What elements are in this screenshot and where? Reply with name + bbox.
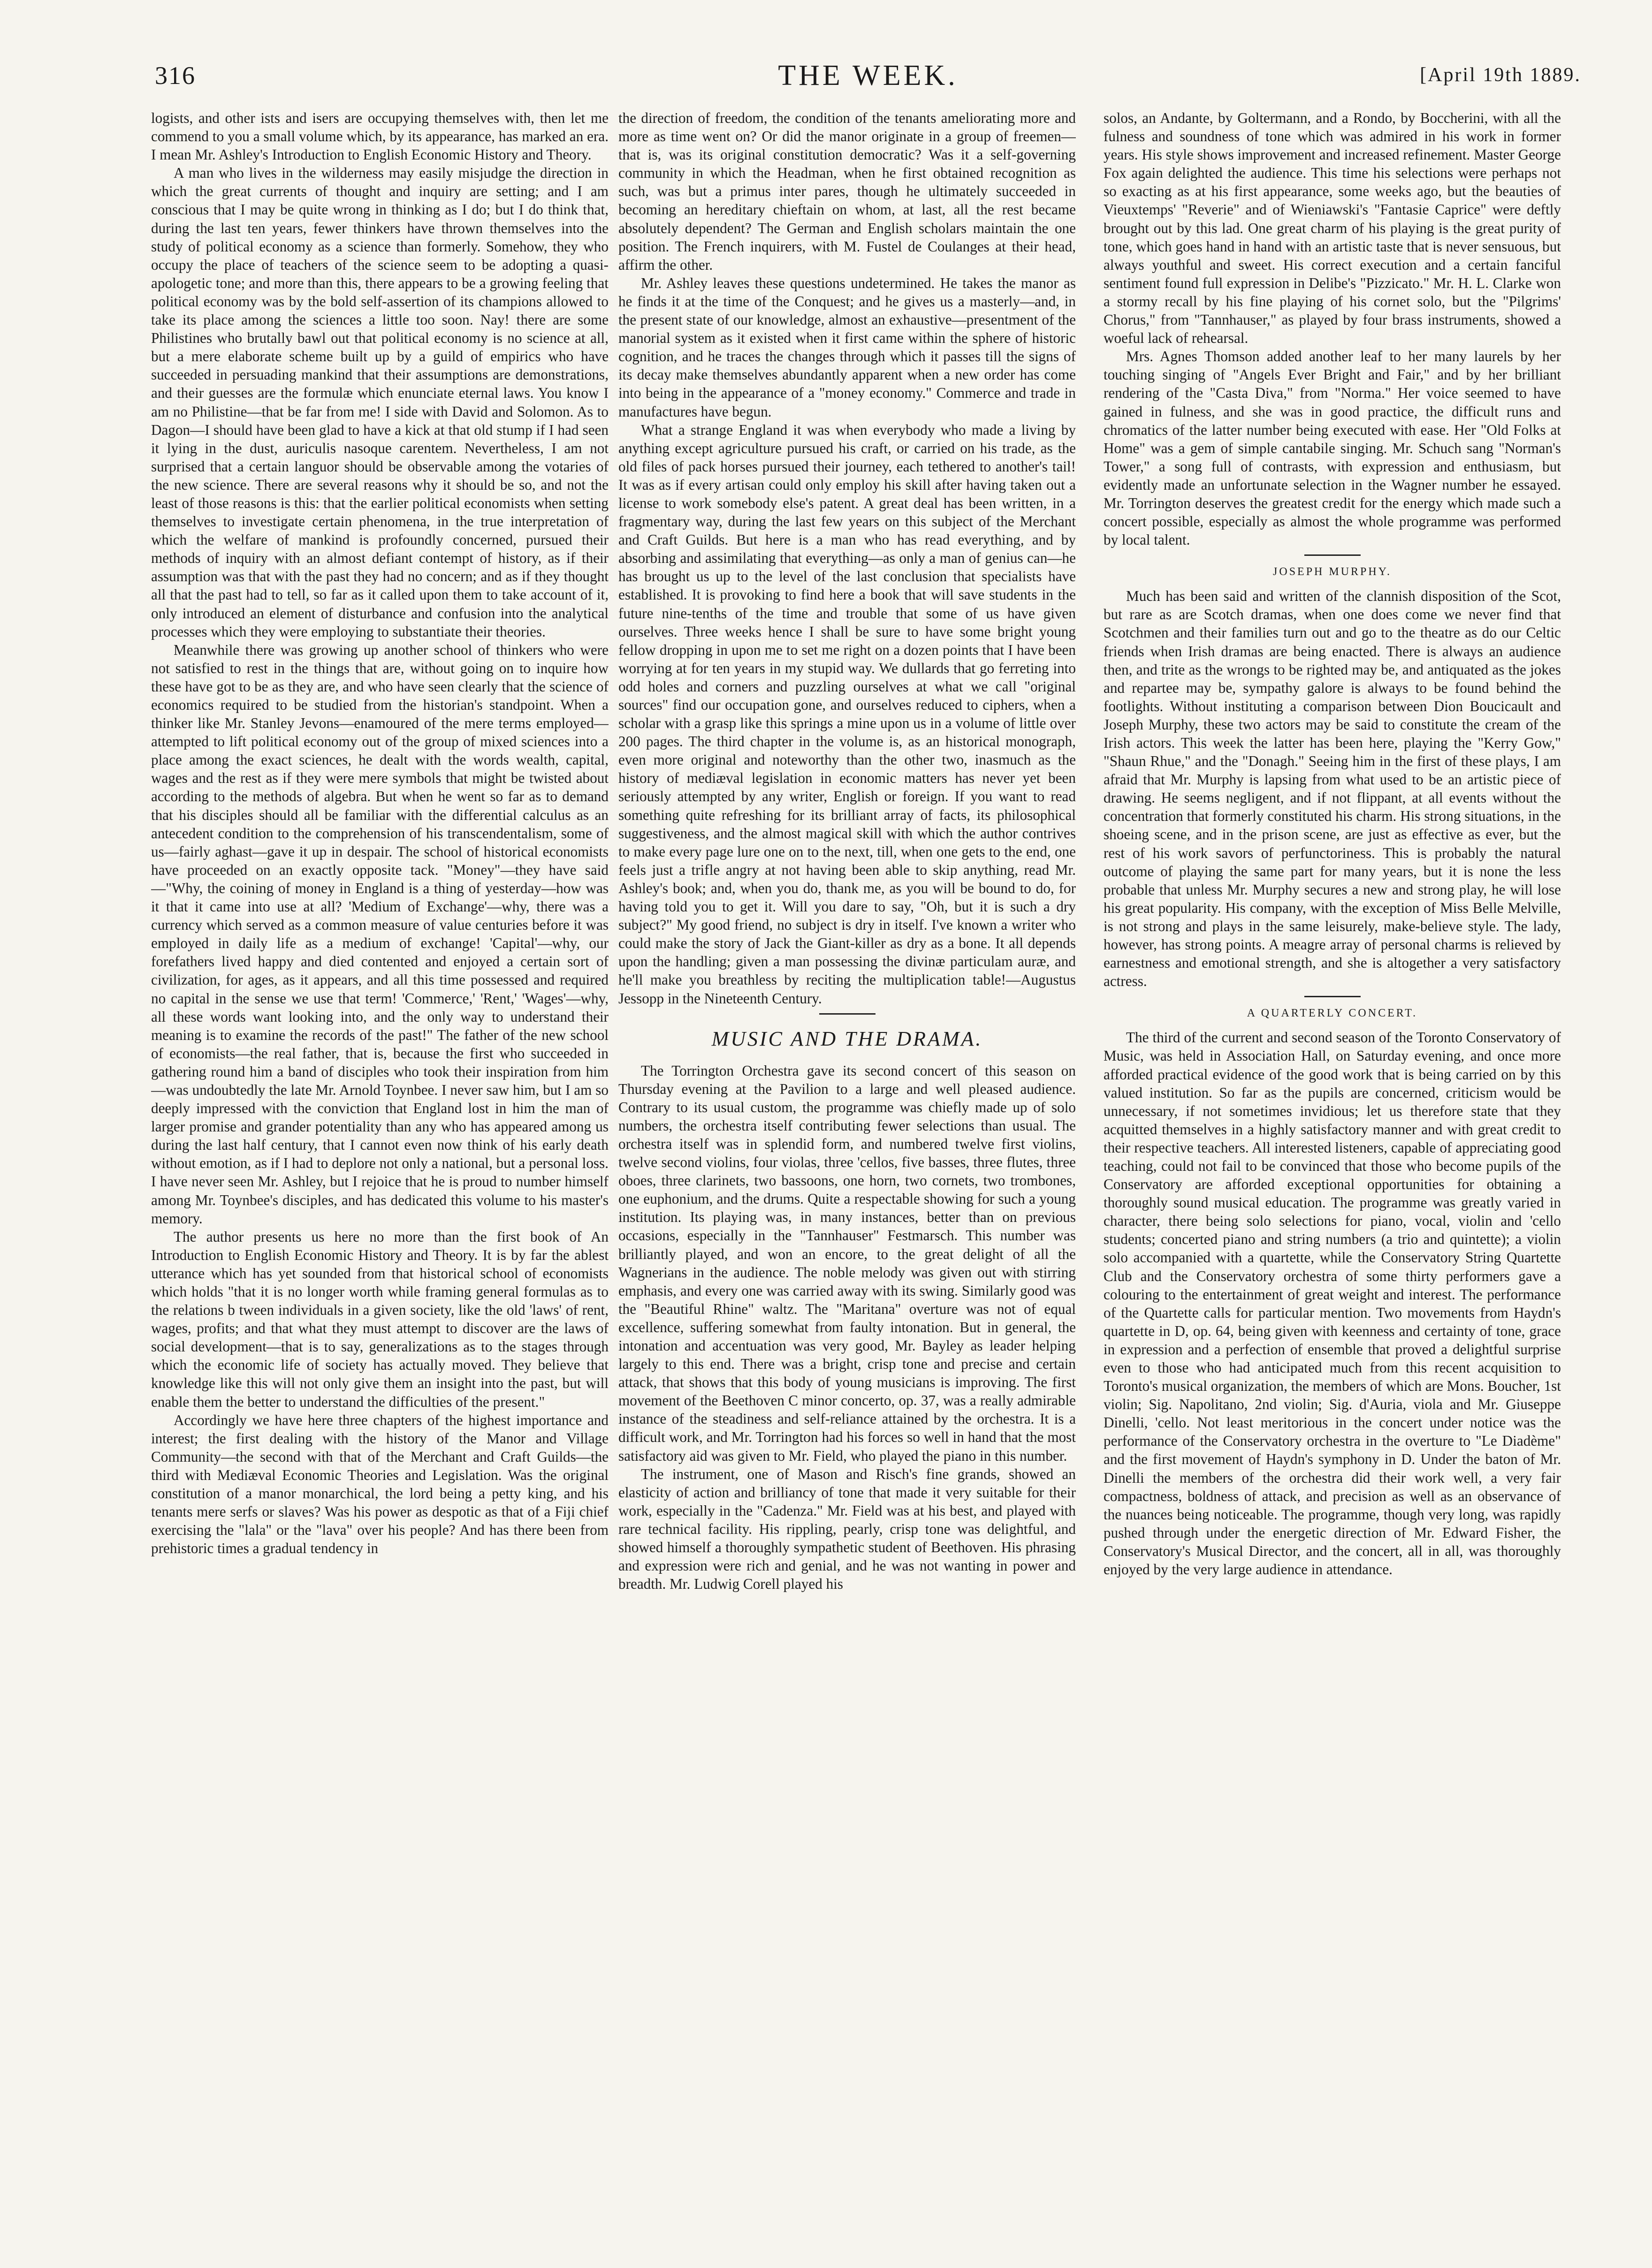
subheading-joseph-murphy: JOSEPH MURPHY.: [1273, 566, 1392, 578]
paragraph: Mr. Ashley leaves these questions undetermined. He takes the manor as he finds it at the time of the Conquest; and he gives us a masterly—and, in the present state of our knowledge, almost an exhaustive—presentment of the manorial system as it existed when it first came within the sphere of historic cognition, and he traces the changes through which it passes till the signs of its decay make themselves abundantly apparent when a new order has come into being in the appearance of a "money economy." Commerce and trade in manufactures have begun.: [618, 274, 1076, 420]
section-divider: [819, 1013, 875, 1015]
column-2: [618, 109, 1076, 2182]
page-header: [155, 61, 1581, 103]
paragraph: Accordingly we have here three chapters of the highest importance and interest; the first dealing with the history of the Manor and Village Community—the second with that of the Merchant and Craft Guilds—the third with Mediæval Economic Theories and Legislation. Was the original constitution of a manor monarchical, the lord being a petty king, and his tenants mere serfs or slaves? Was his power as despotic as that of a Fiji chief exercising the "lala" or the "lava" over his people? And has there been from prehistoric times a gradual tendency in: [151, 1411, 609, 1557]
paragraph: The third of the current and second season of the Toronto Conservatory of Music, was held in Association Hall, on Saturday evening, and once more afforded practical evidence of the good work that is being carried on by this valued institution. So far as the pupils are concerned, criticism would be unnecessary, if not sometimes invidious; let us therefore state that they acquitted themselves in a highly satisfactory manner and with great credit to their respective teachers. All interested listeners, capable of appreciating good teaching, could not fail to be convinced that those who become pupils of the Conservatory are afforded exceptional opportunities for obtaining a thoroughly sound musical education. The programme was greatly varied in character, there being solo selections for piano, vocal, violin and 'cello students; concerted piano and string numbers (a trio and quintette); a violin solo accompanied with a quartette, while the Conservatory String Quartette Club and the Conservatory orchestra of some thirty performers gave a colouring to the entertainment of great weight and interest. The performance of the Quartette calls for particular mention. Two movements from Haydn's quartette in D, op. 64, being given with keenness and certainty of tone, grace in expression and a perfection of ensemble that proved a delightful surprise even to those who had anticipated much from this recent acquisition to Toronto's musical organization, the members of which are Mons. Boucher, 1st violin; Sig. Napolitano, 2nd violin; Sig. d'Auria, viola and Mr. Giuseppe Dinelli, 'cello. Not least meritorious in the concert under notice was the performance of the Conservatory orchestra in the overture to "Le Diadème" and the first movement of Haydn's symphony in D. Under the baton of Mr. Dinelli the members of the orchestra did their work well, a very fair compactness, boldness of attack, and precision as well as an observance of the nuances being noticeable. The programme, though very long, was rapidly pushed through under the energetic direction of Mr. Edward Fisher, the Conservatory's Musical Director, and the concert, all in all, was thoroughly enjoyed by the very large audience in attendance.: [1104, 1029, 1561, 1578]
subheading-quarterly-concert: A QUARTERLY CONCERT.: [1247, 1007, 1418, 1020]
section-divider: [1304, 996, 1361, 997]
publication-title: THE WEEK.: [778, 60, 958, 91]
paragraph: Meanwhile there was growing up another school of thinkers who were not satisfied to rest in the things that are, without going on to inquire how these have got to be as they are, and who have seen clearly that the science of economics required to be studied from the historian's standpoint. When a thinker like Mr. Stanley Jevons—enamoured of the mere terms employed—attempted to lift political economy out of the group of mixed sciences into a place among the exact sciences, he dealt with the words wealth, capital, wages and the rest as if they were mere symbols that might be twisted about according to the methods of algebra. But when he went so far as to demand that his disciples should all be familiar with the differential calculus as an antecedent condition to the comprehension of his transcendentalism, some of us—fairly aghast—gave it up in despair. The school of historical economists have proceeded on an exactly opposite tack. "Money"—they have said—"Why, the coining of money in England is a thing of yesterday—how was it that it came into use at all? 'Medium of Exchange'—why, there was a currency which served as a common measure of value centuries before it was employed in daily life as a medium of exchange! 'Capital'—why, our forefathers lived happy and died contented and enjoyed a certain sort of civilization, for ages, as it appears, and all this time possessed and required no capital in the sense we use that term! 'Commerce,' 'Rent,' 'Wages'—why, all these words want looking into, and the only way to understand their meaning is to examine the records of the past!" The father of the new school of economists—the real father, that is, because the first who succeeded in gathering round him a band of disciples who took their inspiration from him—was undoubtedly the late Mr. Arnold Toynbee. I never saw him, but I am so deeply impressed with the conviction that England lost in him the man of larger promise and grander potentiality than any who has appeared among us during the last half century, that I cannot even now think of his early death without emotion, as if I had to deplore not only a national, but a personal loss. I have never seen Mr. Ashley, but I rejoice that he is proud to number himself among Mr. Toynbee's disciples, and has dedicated this volume to his master's memory.: [151, 641, 609, 1227]
paragraph: The instrument, one of Mason and Risch's fine grands, showed an elasticity of action and brilliancy of tone that made it very suitable for their work, especially in the "Cadenza." Mr. Field was at his best, and played with rare technical facility. His rippling, pearly, crisp tone was delightful, and showed himself a thoroughly sympathetic student of Beethoven. His phrasing and expression were rich and genial, and he was not wanting in power and breadth. Mr. Ludwig Corell played his: [618, 1465, 1076, 1593]
paragraph: solos, an Andante, by Goltermann, and a Rondo, by Boccherini, with all the fulness and soundness of tone which was admired in his work in former years. His style shows improvement and increased refinement. Master George Fox again delighted the audience. This time his selections were perhaps not so exacting as at his first appearance, some weeks ago, but the beauties of Vieuxtemps' "Reverie" and of Wieniawski's "Fantasie Caprice" were deftly brought out by this lad. One great charm of his playing is the great purity of tone, which goes hand in hand with an artistic taste that is never sensuous, but always youthful and sweet. His correct execution and a certain fanciful sentiment found full expression in Delibe's "Pizzicato." Mr. H. L. Clarke won a stormy recall by his fine playing of his cornet solo, but the "Pilgrims' Chorus," from "Tannhauser," as played by four brass instruments, showed a woeful lack of rehearsal.: [1104, 110, 1561, 347]
column-1: [151, 109, 609, 2182]
paragraph: What a strange England it was when everybody who made a living by anything except agriculture pursued his craft, or carried on his trade, as the old files of pack horses pursued their journey, each tethered to another's tail! It was as if every artisan could only employ his skill after having taken out a license to work somebody else's patent. A great deal has been written, in a fragmentary way, during the last few years on this subject of the Merchant and Craft Guilds. But here is a man who has read everything, and by absorbing and assimilating that everything—as only a man of genius can—he has brought us up to the level of the last conclusion that specialists have established. It is provoking to find here a book that will save students in the future nine-tenths of the time and trouble that some of us have given ourselves. Three weeks hence I shall be sure to have some bright young fellow dropping in upon me to set me right on a dozen points that I have been worrying at for ten years in my stupid way. We dullards that go ferreting into odd holes and corners and puzzling ourselves at what we call "original sources" find our occupation gone, and ourselves reduced to ciphers, when a scholar with a grasp like this springs a mine upon us in a volume of little over 200 pages. The third chapter in the volume is, as an historical monograph, even more original and noteworthy than the other two, inasmuch as the history of mediæval legislation in economic matters has never yet been seriously attempted by any writer, English or foreign. If you want to read something quite refreshing for its brilliant array of facts, its philosophical suggestiveness, and the almost magical skill with which the author contrives to make every page lure one on to the next, till, when one gets to the end, one feels just a trifle angry at not having been able to skip anything, read Mr. Ashley's book; and, when you do, thank me, as you will be bound to do, for having told you to get it. Will you dare to say, "Oh, but it is such a dry subject?" My good friend, no subject is dry in itself. I've known a writer who could make the story of Jack the Giant-killer as dry as a bone. It all depends upon the handling; given a man possessing the divinæ particulam auræ, and he'll make you breathless by reciting the multiplication table!—Augustus Jessopp in the Nineteenth Century.: [618, 421, 1076, 1007]
paragraph: The author presents us here no more than the first book of An Introduction to English Economic History and Theory. It is by far the ablest utterance which has yet sounded from that historical school of economists which holds "that it is no longer worth while framing general formulas as to the relations b tween individuals in a given society, like the old 'laws' of rent, wages, profits; and that what they must attempt to discover are the laws of social development—that is to say, generalizations as to the stages through which the economic life of society has actually moved. They believe that knowledge like this will not only give them an insight into the past, but will enable them the better to understand the difficulties of the present.": [151, 1228, 609, 1410]
issue-date: [April 19th 1889.: [1420, 64, 1581, 86]
page-number: 316: [155, 61, 196, 90]
paragraph: logists, and other ists and isers are occupying themselves with, then let me commend to you a small volume which, by its appearance, has marked an era. I mean Mr. Ashley's Introduction to English Economic History and Theory.: [151, 110, 609, 163]
paragraph: Mrs. Agnes Thomson added another leaf to her many laurels by her touching singing of "Angels Ever Bright and Fair," and by her brilliant rendering of the "Casta Diva," from "Norma." Her voice seemed to have gained in fulness, and she was in good practice, the difficult runs and chromatics of the latter number being executed with ease. Her "Old Folks at Home" was a gem of simple cantabile singing. Mr. Schuch sang "Norman's Tower," a song full of contrasts, with expression and enthusiasm, but evidently made an unfortunate selection in the Wagner number he essayed. Mr. Torrington deserves the greatest credit for the energy which made such a concert possible, especially as almost the whole programme was performed by local talent.: [1104, 348, 1561, 548]
paragraph: the direction of freedom, the condition of the tenants ameliorating more and more as time went on? Or did the manor originate in a group of freemen—that is, was its original constitution democratic? Was it a self-governing community in which the Headman, when he first obtained recognition as such, was but a primus inter pares, though he ultimately succeeded in becoming an hereditary chieftain on whom, at last, all the rest became absolutely dependent? The German and English scholars maintain the one position. The French inquirers, with M. Fustel de Coulanges at their head, affirm the other.: [618, 110, 1076, 273]
paragraph: A man who lives in the wilderness may easily misjudge the direction in which the great currents of thought and inquiry are setting; and I am conscious that I may be quite wrong in thinking as I do; but I do think that, during the last ten years, fewer thinkers have thrown themselves into the study of political economy as a science than formerly. Somehow, they who occupy the place of teachers of the science seem to be adopting a quasi-apologetic tone; and more than this, there appears to be a growing feeling that political economy was by the bold self-assertion of its champions allowed to take its place among the sciences a little too soon. Nay! there are some Philistines who brutally bawl out that political economy is no science at all, but a mere elaborate scheme built up by a guild of empirics who have succeeded in persuading mankind that their assumptions are demonstrations, and their guesses are the formulæ which enunciate eternal laws. You know I am no Philistine—that be far from me! I side with David and Solomon. As to Dagon—I should have been glad to have a kick at that old stump if I had seen it lying in the dust, auriculis nasoque carentem. Nevertheless, I am not surprised that a certain languor should be observable among the votaries of the new science. There are several reasons why it should be so, and not the least of those reasons is this: that the earlier political economists when setting themselves to investigate certain phenomena, in the true interpretation of which the welfare of mankind is profoundly concerned, pursued their methods of inquiry with an almost defiant contempt of history, as if their assumption was that with the past they had no concern; and as if they thought all that the past had to tell, so far as it called upon them to take account of it, only introduced an element of disturbance and confusion into the analytical processes which they were employing to substantiate their theories.: [151, 165, 609, 640]
section-heading-music: MUSIC AND THE DRAMA.: [711, 1027, 983, 1050]
section-divider: [1304, 554, 1361, 556]
paragraph: Much has been said and written of the clannish disposition of the Scot, but rare as are Scotch dramas, when one does come we never find that Scotchmen and their families turn out and go to the theatre as do our Celtic friends when Irish dramas are being enacted. There is always an audience then, and trite as the wrongs to be righted may be, and antiquated as the jokes and repartee may be, sympathy galore is always to be found behind the footlights. Without instituting a comparison between Dion Boucicault and Joseph Murphy, these two actors may be said to constitute the cream of the Irish actors. This week the latter has been here, playing the "Kerry Gow," "Shaun Rhue," and the "Donagh." Seeing him in the first of these plays, I am afraid that Mr. Murphy is lapsing from what used to be an artistic piece of drawing. He seems negligent, and if not flippant, at all events without the concentration that formerly constituted his charm. His strong situations, in the shoeing scene, and in the prison scene, are just as effective as ever, but the rest of his work savors of perfunctoriness. This is probably the natural outcome of playing the same part for many years, but it is none the less probable that unless Mr. Murphy secures a new and strong play, he will lose his great popularity. His company, with the exception of Miss Belle Melville, is not strong and plays in the same leisurely, make-believe style. The lady, however, has strong points. A meagre array of personal charms is relieved by earnestness and emotional strength, and she is altogether a very satisfactory actress.: [1104, 588, 1561, 990]
column-3: [1104, 109, 1561, 2182]
paragraph: The Torrington Orchestra gave its second concert of this season on Thursday evening at the Pavilion to a large and well pleased audience. Contrary to its usual custom, the programme was chiefly made up of solo numbers, the orchestra itself contributing fewer selections than usual. The orchestra itself was in splendid form, and numbered twelve first violins, twelve second violins, four violas, three 'cellos, five basses, three flutes, three oboes, three clarinets, two bassoons, one horn, two cornets, two trombones, one euphonium, and the drums. Quite a respectable showing for such a young institution. Its playing was, in many instances, better than on previous occasions, especially in the "Tannhauser" Festmarsch. This number was brilliantly played, and won an encore, to the great delight of all the Wagnerians in the audience. The noble melody was given out with stirring emphasis, and every one was carried away with its swing. Similarly good was the "Beautiful Rhine" waltz. The "Maritana" overture was not of equal excellence, suffering somewhat from faulty intonation. But in general, the intonation and accentuation was very good, Mr. Bayley as leader helping largely to this end. There was a bright, crisp tone and precise and certain attack, that shows that this body of young musicians is improving. The first movement of the Beethoven C minor concerto, op. 37, was a really admirable instance of the steadiness and self-reliance attained by the orchestra. It is a difficult work, and Mr. Torrington had his forces so well in hand that the most satisfactory aid was given to Mr. Field, who played the piano in this number.: [618, 1062, 1076, 1464]
